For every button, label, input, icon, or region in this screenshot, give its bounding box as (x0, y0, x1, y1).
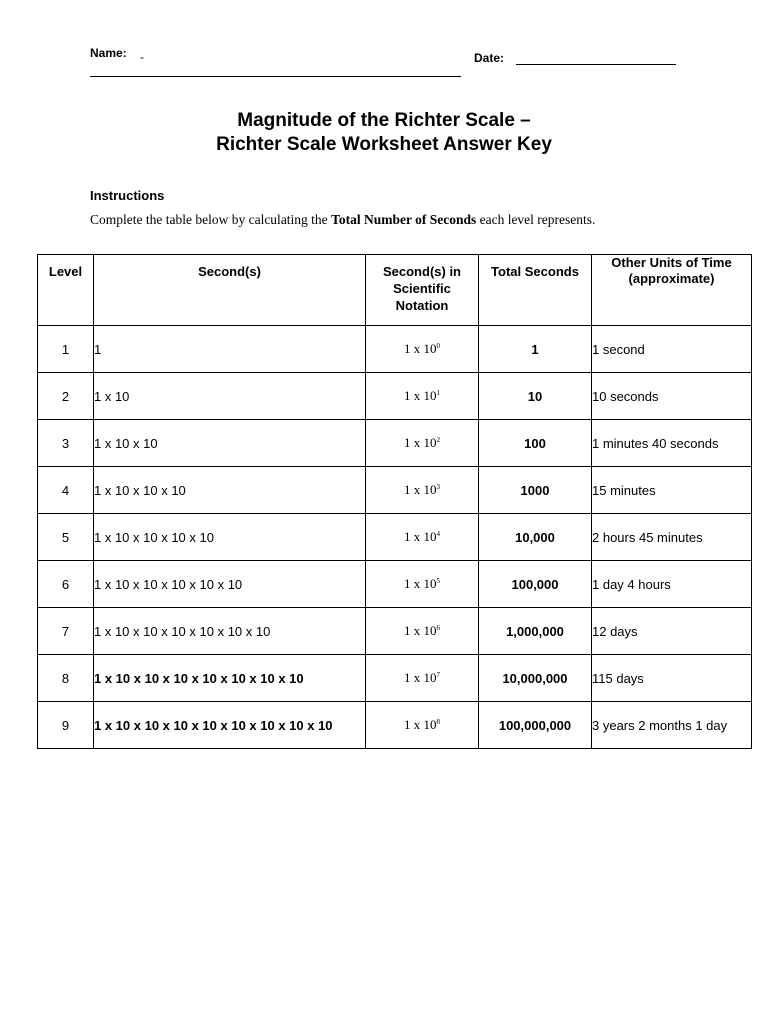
total-seconds-cell: 1000 (479, 467, 592, 514)
sci-exponent: 8 (436, 718, 440, 726)
name-value: - (140, 50, 144, 64)
other-units-cell: 15 minutes (592, 467, 752, 514)
sci-notation-cell (366, 467, 479, 514)
sci-notation-cell (366, 326, 479, 373)
sci-notation-cell (366, 561, 479, 608)
total-seconds-cell: 1 (479, 326, 592, 373)
sci-base: 1 x 10 (404, 623, 437, 638)
sci-exponent: 6 (436, 624, 440, 632)
sci-exponent: 5 (436, 577, 440, 585)
header-sci-line1: Second(s) in (382, 264, 461, 279)
other-units-cell: 1 minutes 40 seconds (592, 420, 752, 467)
header-level: Level (38, 255, 94, 326)
sci-exponent: 0 (436, 342, 440, 350)
sci-base: 1 x 10 (404, 717, 437, 732)
table-header-row (38, 255, 752, 326)
seconds-cell: 1 x 10 x 10 x 10 x 10 x 10 x 10 x 10 x 10 (94, 702, 366, 749)
total-seconds-cell: 100 (479, 420, 592, 467)
seconds-cell: 1 x 10 (94, 373, 366, 420)
seconds-cell: 1 (94, 326, 366, 373)
total-seconds-cell: 100,000,000 (479, 702, 592, 749)
instructions-text-before: Complete the table below by calculating the (90, 212, 332, 227)
table-row (38, 326, 752, 373)
richter-table (37, 254, 752, 749)
header-other-units (592, 255, 752, 326)
date-label: Date: (474, 51, 505, 65)
instructions-text-after: each level represents. (476, 212, 596, 227)
level-cell: 5 (38, 514, 94, 561)
sci-exponent: 3 (436, 483, 440, 491)
sci-notation-cell (366, 702, 479, 749)
header-scientific-notation (366, 255, 479, 326)
other-units-cell: 1 second (592, 326, 752, 373)
other-units-cell: 1 day 4 hours (592, 561, 752, 608)
level-cell: 8 (38, 655, 94, 702)
date-line[interactable] (516, 64, 676, 65)
header-sci-line3: Notation (395, 298, 449, 313)
table-row (38, 608, 752, 655)
sci-notation-cell (366, 420, 479, 467)
instructions-text (90, 212, 595, 228)
sci-exponent: 7 (436, 671, 440, 679)
header-seconds: Second(s) (94, 255, 366, 326)
header-other-line2: (approximate) (628, 271, 715, 286)
title-line-1: Magnitude of the Richter Scale – (237, 110, 531, 131)
table-row (38, 420, 752, 467)
sci-base: 1 x 10 (404, 529, 437, 544)
total-seconds-cell: 10,000 (479, 514, 592, 561)
sci-notation-cell (366, 608, 479, 655)
header-sci-line2: Scientific (393, 281, 451, 296)
sci-base: 1 x 10 (404, 670, 437, 685)
seconds-cell: 1 x 10 x 10 x 10 (94, 467, 366, 514)
header-other-line1: Other Units of Time (611, 255, 732, 270)
level-cell: 1 (38, 326, 94, 373)
sci-base: 1 x 10 (404, 435, 437, 450)
sci-base: 1 x 10 (404, 482, 437, 497)
sci-base: 1 x 10 (404, 388, 437, 403)
header-total-seconds: Total Seconds (479, 255, 592, 326)
level-cell: 6 (38, 561, 94, 608)
sci-exponent: 2 (436, 436, 440, 444)
total-seconds-cell: 1,000,000 (479, 608, 592, 655)
total-seconds-cell: 10 (479, 373, 592, 420)
sci-exponent: 4 (436, 530, 440, 538)
table-row (38, 655, 752, 702)
level-cell: 9 (38, 702, 94, 749)
sci-base: 1 x 10 (404, 576, 437, 591)
other-units-cell: 3 years 2 months 1 day (592, 702, 752, 749)
table-row (38, 467, 752, 514)
sci-notation-cell (366, 655, 479, 702)
table-row (38, 514, 752, 561)
seconds-cell: 1 x 10 x 10 (94, 420, 366, 467)
other-units-cell: 10 seconds (592, 373, 752, 420)
other-units-cell: 2 hours 45 minutes (592, 514, 752, 561)
seconds-cell: 1 x 10 x 10 x 10 x 10 x 10 (94, 561, 366, 608)
sci-notation-cell (366, 373, 479, 420)
level-cell: 7 (38, 608, 94, 655)
table-row (38, 373, 752, 420)
sci-exponent: 1 (436, 389, 440, 397)
total-seconds-cell: 100,000 (479, 561, 592, 608)
instructions-text-bold: Total Number of Seconds (331, 212, 477, 227)
other-units-cell: 115 days (592, 655, 752, 702)
level-cell: 2 (38, 373, 94, 420)
seconds-cell: 1 x 10 x 10 x 10 x 10 (94, 514, 366, 561)
title-line-2: Richter Scale Worksheet Answer Key (216, 134, 552, 155)
table-row (38, 561, 752, 608)
level-cell: 4 (38, 467, 94, 514)
other-units-cell: 12 days (592, 608, 752, 655)
total-seconds-cell: 10,000,000 (479, 655, 592, 702)
sci-notation-cell (366, 514, 479, 561)
seconds-cell: 1 x 10 x 10 x 10 x 10 x 10 x 10 (94, 608, 366, 655)
name-label: Name: (90, 46, 127, 60)
level-cell: 3 (38, 420, 94, 467)
table-row (38, 702, 752, 749)
instructions-heading: Instructions (90, 188, 165, 203)
name-line[interactable] (90, 76, 461, 77)
seconds-cell: 1 x 10 x 10 x 10 x 10 x 10 x 10 x 10 (94, 655, 366, 702)
sci-base: 1 x 10 (404, 341, 437, 356)
